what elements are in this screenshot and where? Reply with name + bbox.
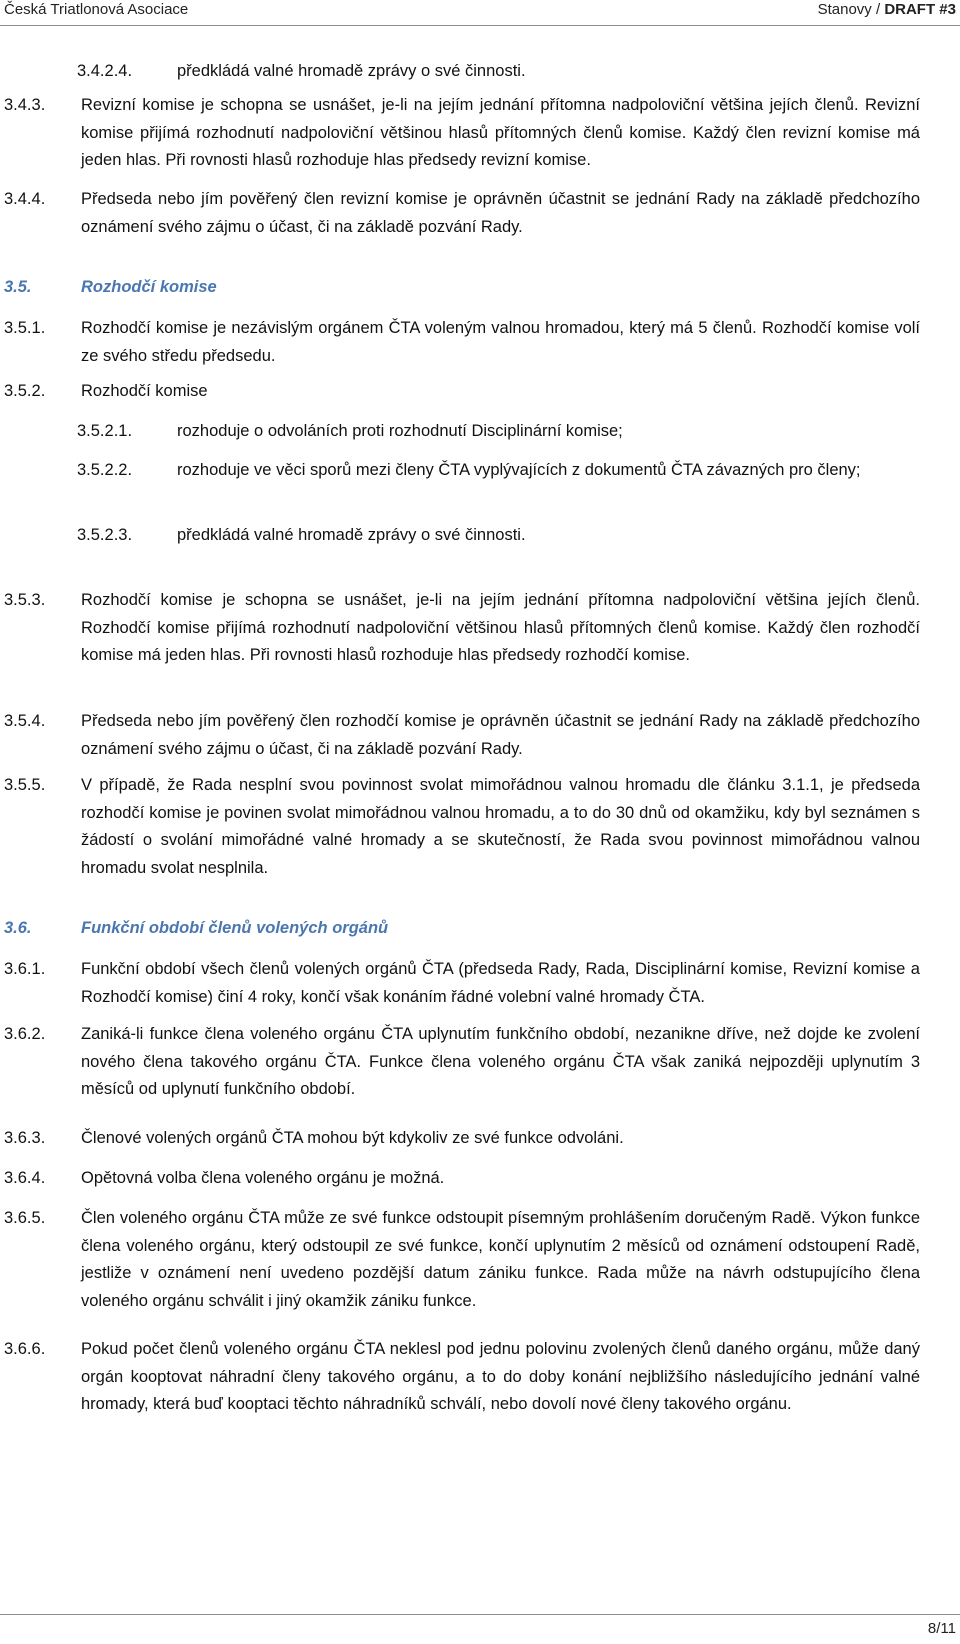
header-draft-label: DRAFT #3 (884, 1, 956, 18)
clause-number: 3.5.2. (4, 382, 46, 400)
clause-number: 3.6.5. (4, 1209, 46, 1227)
clause-text: Funkční období všech členů volených orgánů ČTA (předseda Rady, Rada, Disciplinární komise, Revizní komise a Rozhodčí komise) činí 4 roky, končí však konáním řádné volební valné hromady ČTA. (81, 960, 920, 1006)
clause-number: 3.6.1. (4, 960, 46, 978)
clause-number: 3.4.4. (4, 190, 46, 208)
page-number: 8/11 (927, 1620, 956, 1637)
clause-text: Členové volených orgánů ČTA mohou být kdykoliv ze své funkce odvoláni. (81, 1129, 624, 1147)
section-title: Rozhodčí komise (81, 278, 217, 296)
clause-text: předkládá valné hromadě zprávy o své činnosti. (177, 526, 526, 544)
footer-divider (0, 1614, 960, 1615)
clause-number: 3.4.2.4. (77, 62, 133, 80)
clause-text: rozhoduje ve věci sporů mezi členy ČTA vyplývajících z dokumentů ČTA závazných pro členy; (177, 461, 861, 479)
clause-number: 3.5.2.1. (77, 422, 133, 440)
header-organization: Česká Triatlonová Asociace (4, 1, 189, 18)
clause-text: Předseda nebo jím pověřený člen rozhodčí komise je oprávněn účastnit se jednání Rady na základě předchozího oznámení svého zájmu o účast, či na základě pozvání Rady. (81, 712, 920, 758)
section-title: Funkční období členů volených orgánů (81, 919, 389, 937)
clause-text: rozhoduje o odvoláních proti rozhodnutí Disciplinární komise; (177, 422, 623, 440)
clause-number: 3.6.6. (4, 1340, 46, 1358)
clause-number: 3.5.1. (4, 319, 46, 337)
clause-number: 3.5.5. (4, 776, 46, 794)
clause-number: 3.5.4. (4, 712, 46, 730)
clause-text: Předseda nebo jím pověřený člen revizní komise je oprávněn účastnit se jednání Rady na základě předchozího oznámení svého zájmu o účast, či na základě pozvání Rady. (81, 190, 920, 236)
clause-text: Opětovná volba člena voleného orgánu je možná. (81, 1169, 445, 1187)
clause-text: Člen voleného orgánu ČTA může ze své funkce odstoupit písemným prohlášením doručeným Radě. Výkon funkce člena voleného orgánu, který odstoupil ze své funkce, končí uplynutím 2 měsíců od oznámení odstoupení Radě, jestliže v oznámení není uvedeno pozdější datum zániku funkce. Rada může na návrh odstupujícího člena voleného orgánu schválit i jiný okamžik zániku funkce. (81, 1209, 920, 1310)
clause-number: 3.6.2. (4, 1025, 46, 1043)
clause-text: Revizní komise je schopna se usnášet, je-li na jejím jednání přítomna nadpoloviční většina jejích členů. Revizní komise přijímá rozhodnutí nadpoloviční většinou hlasů přítomných členů komise. Každý člen revizní komise má jeden hlas. Při rovnosti hlasů rozhoduje hlas předsedy revizní komise. (81, 96, 920, 169)
clause-number: 3.5.2.2. (77, 461, 133, 479)
clause-number: 3.6.4. (4, 1169, 46, 1187)
clause-text: Rozhodčí komise je nezávislým orgánem ČTA voleným valnou hromadou, který má 5 členů. Rozhodčí komise volí ze svého středu předsedu. (81, 319, 920, 365)
clause-text: Rozhodčí komise (81, 382, 208, 400)
clause-text: Pokud počet členů voleného orgánu ČTA neklesl pod jednu polovinu zvolených členů daného orgánu, může daný orgán kooptovat náhradní členy takového orgánu, a to do doby konání nejbližšího následujícího jednání valné hromady, která buď kooptaci těchto náhradníků schválí, nebo dovolí nové členy takového orgánu. (81, 1340, 920, 1413)
header-document-prefix: Stanovy / (817, 1, 885, 18)
section-number: 3.6. (4, 919, 32, 937)
clause-number: 3.5.2.3. (77, 526, 133, 544)
section-number: 3.5. (4, 278, 32, 296)
clause-text: předkládá valné hromadě zprávy o své činnosti. (177, 62, 526, 80)
clause-number: 3.5.3. (4, 591, 46, 609)
clause-text: Zaniká-li funkce člena voleného orgánu ČTA uplynutím funkčního období, nezanikne dříve, než dojde ke zvolení nového člena takového orgánu ČTA. Funkce člena voleného orgánu ČTA však zaniká nejpozději uplynutím 3 měsíců od uplynutí funkčního období. (81, 1025, 920, 1098)
clause-number: 3.4.3. (4, 96, 46, 114)
page-header (0, 0, 960, 26)
clause-text: V případě, že Rada nesplní svou povinnost svolat mimořádnou valnou hromadu dle článku 3.1.1, je předseda rozhodčí komise je povinen svolat mimořádnou valnou hromadu, a to do 30 dnů od okamžiku, kdy byl seznámen s žádostí o svolání mimořádné valné hromady a se skutečností, že Rada svou povinnost mimořádnou valnou hromadu svolat nesplnila. (81, 776, 920, 877)
header-document-title (818, 1, 956, 18)
clause-number: 3.6.3. (4, 1129, 46, 1147)
clause-text: Rozhodčí komise je schopna se usnášet, je-li na jejím jednání přítomna nadpoloviční většina jejích členů. Rozhodčí komise přijímá rozhodnutí nadpoloviční většinou hlasů přítomných členů komise. Každý člen rozhodčí komise má jeden hlas. Při rovnosti hlasů rozhoduje hlas předsedy rozhodčí komise. (81, 591, 920, 664)
